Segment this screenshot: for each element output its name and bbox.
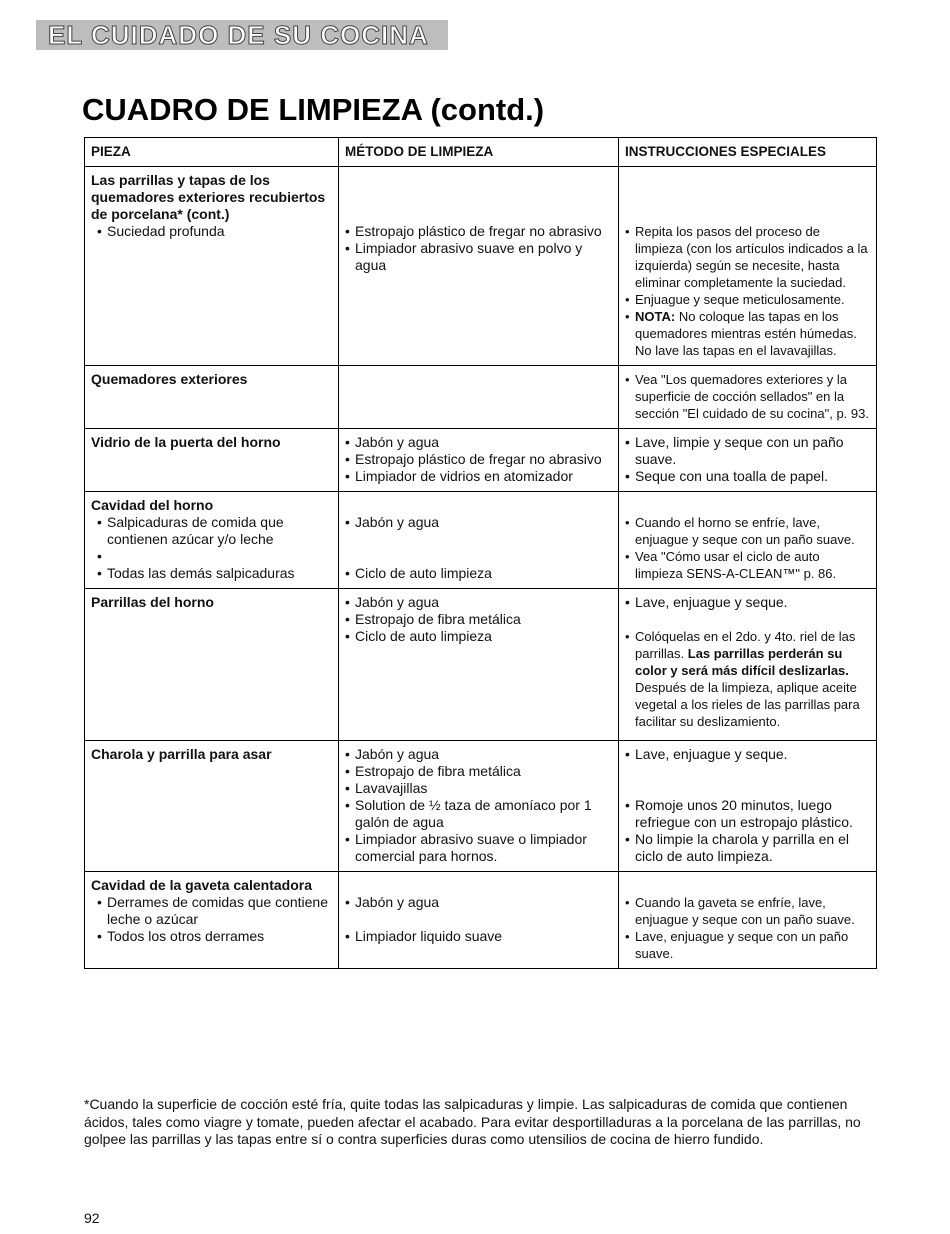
section-banner [36,20,448,50]
instruction-item: • No limpie la charola y parrilla en el ciclo de auto limpieza. [625,831,870,865]
method-list [345,928,612,945]
instructions-list [625,514,870,582]
header-method: MÉTODO DE LIMPIEZA [339,138,619,167]
instruction-note [625,308,870,359]
piece-sub-item: • Salpicaduras de comida que contienen azúcar y/o leche [97,514,332,548]
method-item: • Solution de ½ taza de amoníaco por 1 galón de agua [345,797,612,831]
piece-sub-item: • Suciedad profunda [97,223,332,240]
method-item: • Limpiador de vidrios en atomizador [345,468,612,485]
method-item: • Jabón y agua [345,594,612,611]
cleaning-table [84,137,877,969]
piece-cell [85,429,339,492]
instruction-text: Colóquelas en el 2do. y 4to. riel de las parrillas. [635,629,856,661]
method-list [345,565,612,582]
instructions-cell [619,429,877,492]
piece-cell [85,492,339,589]
instruction-bold-text: Las parrillas perderán su color y será más difícil deslizarlas. [635,646,849,678]
method-list [345,746,612,865]
piece-sub-list [91,514,332,582]
piece-name: Vidrio de la puerta del horno [91,434,281,450]
instructions-cell [619,492,877,589]
instruction-item: • Lave, enjuague y seque con un paño suave. [625,928,870,962]
table-header-row [85,138,877,167]
instruction-item: • Cuando el horno se enfríe, lave, enjuague y seque con un paño suave. [625,514,870,548]
page-title: CUADRO DE LIMPIEZA (contd.) [82,92,545,127]
method-cell [339,429,619,492]
method-cell [339,167,619,366]
instructions-list [625,797,870,865]
instructions-cell [619,872,877,969]
method-item: • Estropajo plástico de fregar no abrasivo [345,451,612,468]
method-item: • Ciclo de auto limpieza [345,628,612,645]
instructions-list [625,746,870,763]
header-instructions: INSTRUCCIONES ESPECIALES [619,138,877,167]
instruction-item: • Lave, enjuague y seque. [625,746,870,763]
method-list [345,434,612,485]
instruction-item: • Romoje unos 20 minutos, luego refriegue con un estropajo plástico. [625,797,870,831]
method-item: • Estropajo de fibra metálica [345,611,612,628]
method-cell [339,589,619,741]
page-number: 92 [84,1210,100,1226]
instructions-cell [619,589,877,741]
instruction-item: • Cuando la gaveta se enfríe, lave, enjuague y seque con un paño suave. [625,894,870,928]
instructions-cell [619,167,877,366]
instruction-item: • Vea "Los quemadores exteriores y la superficie de cocción sellados" en la sección "El cuidado de su cocina", p. 93. [625,371,870,422]
method-item: • Ciclo de auto limpieza [345,565,612,582]
method-item: • Estropajo plástico de fregar no abrasivo [345,223,612,240]
piece-name: Quemadores exteriores [91,371,248,387]
method-item: • Jabón y agua [345,434,612,451]
method-list [345,594,612,645]
instructions-list [625,894,870,962]
table-row [85,589,877,741]
instructions-list [625,223,870,359]
table-row [85,429,877,492]
instructions-cell [619,366,877,429]
header-piece: PIEZA [85,138,339,167]
method-list [345,514,612,531]
piece-name: Parrillas del horno [91,594,214,610]
piece-sub-item: • Todos los otros derrames [97,928,332,945]
instruction-item: • Lave, enjuague y seque. [625,594,870,611]
method-cell [339,872,619,969]
method-cell [339,366,619,429]
instructions-list [625,594,870,611]
method-cell [339,741,619,872]
note-label: NOTA: [635,309,676,324]
method-list [345,223,612,274]
piece-name: Cavidad del horno [91,497,214,513]
instructions-list [625,371,870,422]
piece-name: Charola y parrilla para asar [91,746,272,762]
method-item: • Jabón y agua [345,894,612,911]
instruction-item: • Seque con una toalla de papel. [625,468,870,485]
method-item: • Jabón y agua [345,746,612,763]
piece-sub-item: • Derrames de comidas que contiene leche o azúcar [97,894,332,928]
piece-cell [85,589,339,741]
piece-cell [85,366,339,429]
instruction-text: Después de la limpieza, aplique aceite vegetal a los rieles de las parrillas para facilitar su deslizamiento. [635,680,860,729]
instruction-item: • Repita los pasos del proceso de limpieza (con los artículos indicados a la izquierda) según se necesite, hasta eliminar completamente la suciedad. [625,223,870,291]
instruction-item: • Enjuague y seque meticulosamente. [625,291,870,308]
method-item: • Limpiador abrasivo suave en polvo y agua [345,240,612,274]
method-item: • Estropajo de fibra metálica [345,763,612,780]
instruction-item [625,628,870,730]
instructions-cell [619,741,877,872]
table-row [85,492,877,589]
table-row [85,167,877,366]
method-item: • Jabón y agua [345,514,612,531]
piece-cell [85,741,339,872]
piece-sub-item: • Todas las demás salpicaduras [97,565,332,582]
piece-name: Cavidad de la gaveta calentadora [91,877,312,893]
method-item: • Lavavajillas [345,780,612,797]
instructions-list [625,434,870,485]
note-text: No coloque las tapas en los quemadores mientras estén húmedas. No lave las tapas en el lavavajillas. [635,309,857,358]
piece-name: Las parrillas y tapas de los quemadores exteriores recubiertos de porcelana* (cont.) [91,172,326,222]
method-item: • Limpiador abrasivo suave o limpiador comercial para hornos. [345,831,612,865]
method-cell [339,492,619,589]
instruction-item: • Lave, limpie y seque con un paño suave. [625,434,870,468]
section-banner-text: EL CUIDADO DE SU COCINA [48,20,429,50]
piece-cell [85,872,339,969]
piece-sub-list [91,894,332,945]
instructions-list [625,628,870,730]
footnote: *Cuando la superficie de cocción esté fría, quite todas las salpicaduras y limpie. Las salpicaduras de comida que contienen ácidos, tales como viagre y tomate, pueden afectar el acabado. Para evitar desportilladuras a la porcelana de las parrillas, no golpee las parrillas y las tapas entre sí o contra superficies duras como utensilios de cocina de hierro fundido. [84,1096,861,1147]
table-row [85,366,877,429]
table-row [85,741,877,872]
method-list [345,894,612,911]
piece-cell [85,167,339,366]
table-row [85,872,877,969]
method-item: • Limpiador liquido suave [345,928,612,945]
instruction-item: • Vea "Cómo usar el ciclo de auto limpieza SENS-A-CLEAN™" p. 86. [625,548,870,582]
piece-sub-list [91,223,332,240]
